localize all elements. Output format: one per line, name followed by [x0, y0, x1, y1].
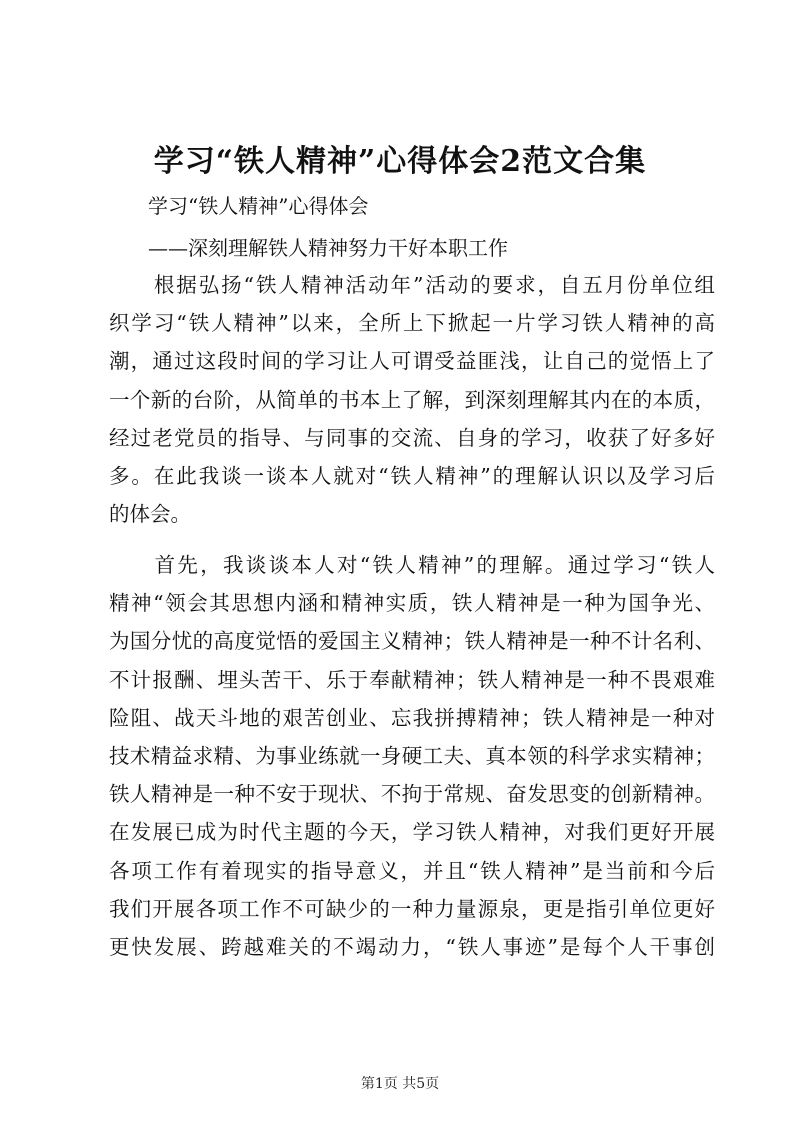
- document-subtitle: 学习“铁人精神”心得体会: [148, 194, 369, 218]
- paragraph-line: 经过老党员的指导、与同事的交流、自身的学习，收获了好多好: [109, 425, 715, 450]
- paragraph-line: 险阻、战天斗地的艰苦创业、忘我拼搏精神；铁人精神是一种对: [109, 705, 715, 730]
- paragraph-line: 精神“领会其思想内涵和精神实质，铁人精神是一种为国争光、: [109, 591, 715, 616]
- paragraph-line: 多。在此我谈一谈本人就对“铁人精神”的理解认识以及学习后: [109, 463, 715, 488]
- paragraph-line: 根据弘扬“铁人精神活动年”活动的要求，自五月份单位组: [109, 273, 715, 297]
- paragraph-line: 一个新的台阶，从简单的书本上了解，到深刻理解其内在的本质，: [109, 387, 715, 412]
- paragraph-line: 铁人精神是一种不安于现状、不拘于常规、奋发思变的创新精神。: [109, 782, 715, 807]
- document-title: 学习“铁人精神”心得体会2范文合集: [153, 144, 647, 179]
- paragraph-line: 首先，我谈谈本人对“铁人精神”的理解。通过学习“铁人: [109, 553, 715, 577]
- paragraph-line: 我们开展各项工作不可缺少的一种力量源泉，更是指引单位更好: [109, 896, 715, 921]
- document-subtitle-theme: ——深刻理解铁人精神努力干好本职工作: [148, 236, 508, 260]
- paragraph-line: 织学习“铁人精神”以来，全所上下掀起一片学习铁人精神的高: [109, 311, 715, 336]
- paragraph-line: 在发展已成为时代主题的今天，学习铁人精神，对我们更好开展: [109, 820, 715, 845]
- paragraph-understanding: [109, 546, 715, 966]
- page-number-footer: 第1页 共5页: [360, 1076, 440, 1092]
- paragraph-line: 的体会。: [109, 502, 191, 527]
- paragraph-line: 为国分忧的高度觉悟的爱国主义精神；铁人精神是一种不计名利、: [109, 629, 715, 654]
- paragraph-line: 各项工作有着现实的指导意义，并且“铁人精神”是当前和今后: [109, 858, 715, 883]
- paragraph-line: 更快发展、跨越难关的不竭动力，“铁人事迹”是每个人干事创: [109, 934, 715, 959]
- paragraph-line: 潮，通过这段时间的学习让人可谓受益匪浅，让自己的觉悟上了: [109, 349, 715, 374]
- paragraph-line: 不计报酬、埋头苦干、乐于奉献精神；铁人精神是一种不畏艰难: [109, 667, 715, 692]
- paragraph-line: 技术精益求精、为事业练就一身硬工夫、真本领的科学求实精神；: [109, 743, 715, 768]
- paragraph-intro: [109, 266, 715, 533]
